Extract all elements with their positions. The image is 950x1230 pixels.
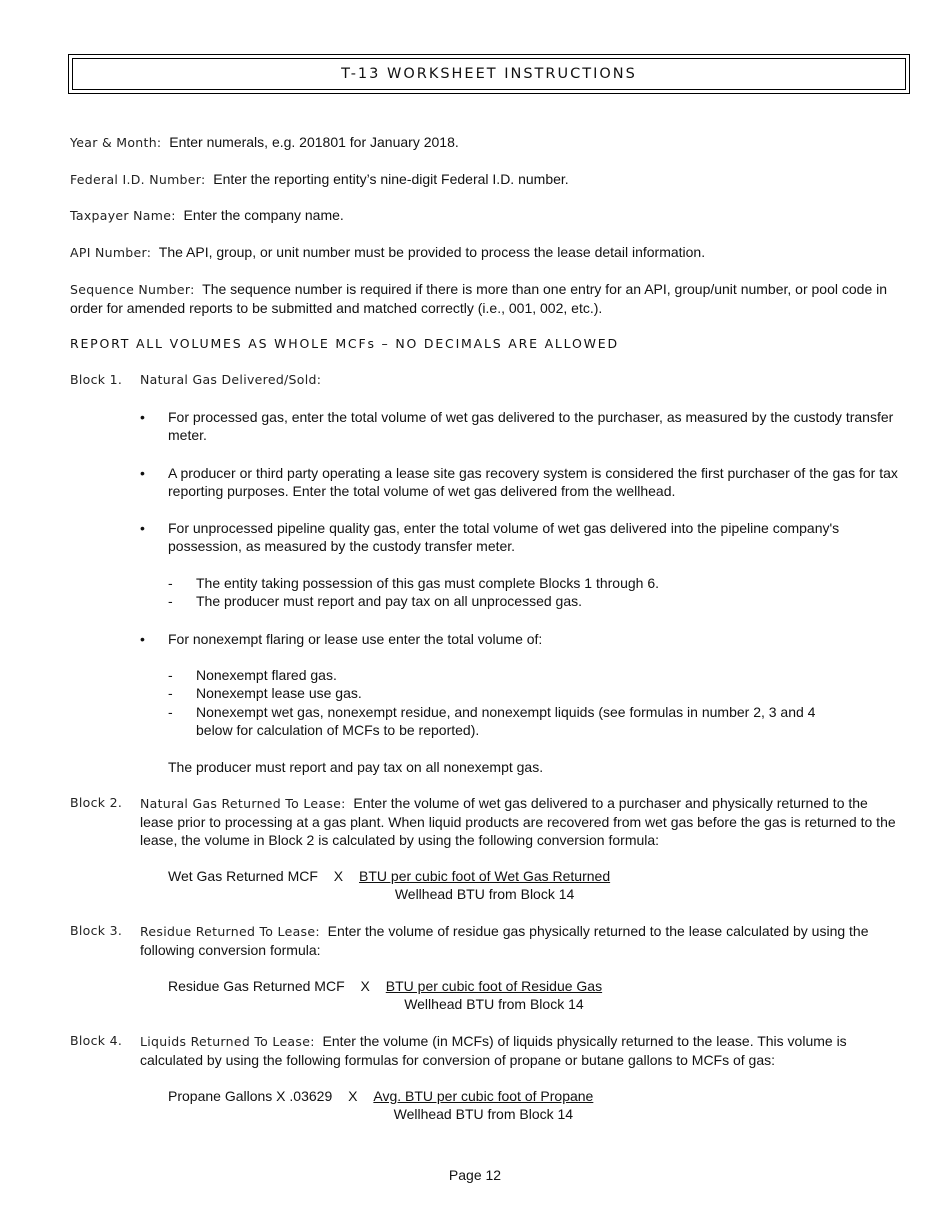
block-3-formula: [168, 977, 603, 1012]
field-text: Enter numerals, e.g. 201801 for January 2018.: [169, 134, 459, 150]
dash-icon: -: [168, 667, 173, 683]
dash-text: The producer must report and pay tax on all unprocessed gas.: [196, 593, 582, 609]
formula-denominator: Wellhead BTU from Block 14: [393, 1106, 574, 1122]
field-text: Enter the company name.: [183, 207, 344, 223]
formula-denominator: Wellhead BTU from Block 14: [394, 886, 575, 902]
dash-icon: -: [168, 704, 173, 720]
block-heading: Liquids Returned To Lease:: [140, 1034, 315, 1049]
block-4-formula: [168, 1087, 594, 1122]
formula-operator: X: [360, 978, 370, 994]
block-text: Enter the volume of wet gas delivered to a purchaser and physically returned to the lease prior to processing at a gas plant. When liquid products are recovered from wet gas before the gas is returned to the lease, the volume in Block 2 is calculated by using the following conversion formula:: [140, 795, 896, 848]
bullet-icon: •: [140, 465, 145, 481]
bullet-text: For processed gas, enter the total volume of wet gas delivered to the purchaser, as measured by the custody transfer meter.: [168, 409, 894, 443]
bullet-icon: •: [140, 631, 145, 647]
field-api-number: [70, 243, 900, 262]
block-heading: Natural Gas Delivered/Sold:: [140, 372, 322, 387]
block-number: Block 1.: [70, 372, 123, 387]
page-title: T-13 WORKSHEET INSTRUCTIONS: [341, 66, 637, 82]
page-number: Page 12: [448, 1167, 502, 1183]
field-year-month: [70, 133, 900, 152]
block-heading: Residue Returned To Lease:: [140, 924, 320, 939]
bullet-icon: •: [140, 409, 145, 425]
dash-icon: -: [168, 685, 173, 701]
field-label: Year & Month:: [70, 135, 162, 150]
formula-operator: X: [348, 1088, 358, 1104]
bullet-text: For nonexempt flaring or lease use enter the total volume of:: [168, 631, 543, 647]
field-text: The sequence number is required if there is more than one entry for an API, group/unit number, or pool code in order for amended reports to be submitted and matched correctly (i.e., 001, 002, etc.).: [70, 281, 888, 316]
dash-text: The entity taking possession of this gas must complete Blocks 1 through 6.: [196, 575, 660, 591]
field-sequence-number: [70, 280, 900, 317]
formula-numerator: Avg. BTU per cubic foot of Propane: [373, 1088, 594, 1104]
formula-left: Residue Gas Returned MCF: [168, 978, 345, 994]
formula-left: Propane Gallons X .03629: [168, 1088, 333, 1104]
dash-icon: -: [168, 575, 173, 591]
dash-icon: -: [168, 593, 173, 609]
field-federal-id: [70, 170, 900, 189]
block-2-formula: [168, 867, 611, 902]
dash-text: Nonexempt flared gas.: [196, 667, 337, 683]
field-label: Federal I.D. Number:: [70, 172, 206, 187]
field-label: API Number:: [70, 245, 152, 260]
formula-denominator: Wellhead BTU from Block 14: [404, 996, 584, 1012]
title-box: [68, 54, 910, 94]
field-label: Taxpayer Name:: [70, 208, 176, 223]
field-taxpayer-name: [70, 206, 900, 225]
block-1-closing: The producer must report and pay tax on all nonexempt gas.: [168, 759, 544, 775]
field-label: Sequence Number:: [70, 282, 195, 297]
dash-text: Nonexempt lease use gas.: [196, 685, 362, 701]
dash-text: Nonexempt wet gas, nonexempt residue, and nonexempt liquids (see formulas in number 2, 3 and 4 below for calculation of MCFs to be reported).: [196, 704, 816, 738]
block-text: Enter the volume of residue gas physically returned to the lease calculated by using the following conversion formula:: [140, 923, 869, 958]
block-heading: Natural Gas Returned To Lease:: [140, 796, 346, 811]
bullet-icon: •: [140, 520, 145, 536]
block-number: Block 2.: [70, 795, 123, 810]
block-text: Enter the volume (in MCFs) of liquids physically returned to the lease. This volume is calculated by using the following formulas for conversion of propane or butane gallons to MCFs of gas:: [140, 1033, 847, 1068]
field-text: Enter the reporting entity’s nine-digit Federal I.D. number.: [213, 171, 569, 187]
formula-numerator: BTU per cubic foot of Wet Gas Returned: [359, 868, 611, 884]
block-number: Block 4.: [70, 1033, 123, 1048]
title-inner-border: [72, 58, 906, 90]
field-text: The API, group, or unit number must be provided to process the lease detail information.: [158, 244, 706, 260]
block-number: Block 3.: [70, 923, 123, 938]
formula-operator: X: [333, 868, 344, 884]
bullet-text: For unprocessed pipeline quality gas, enter the total volume of wet gas delivered into the pipeline company's possession, as measured by the custody transfer meter.: [168, 520, 840, 554]
bullet-text: A producer or third party operating a lease site gas recovery system is considered the first purchaser of the gas for tax reporting purposes. Enter the total volume of wet gas delivered from the wellhead.: [168, 465, 898, 499]
volume-notice: REPORT ALL VOLUMES AS WHOLE MCFs – NO DECIMALS ARE ALLOWED: [70, 336, 619, 351]
formula-numerator: BTU per cubic foot of Residue Gas: [385, 978, 603, 994]
formula-left: Wet Gas Returned MCF: [168, 868, 318, 884]
